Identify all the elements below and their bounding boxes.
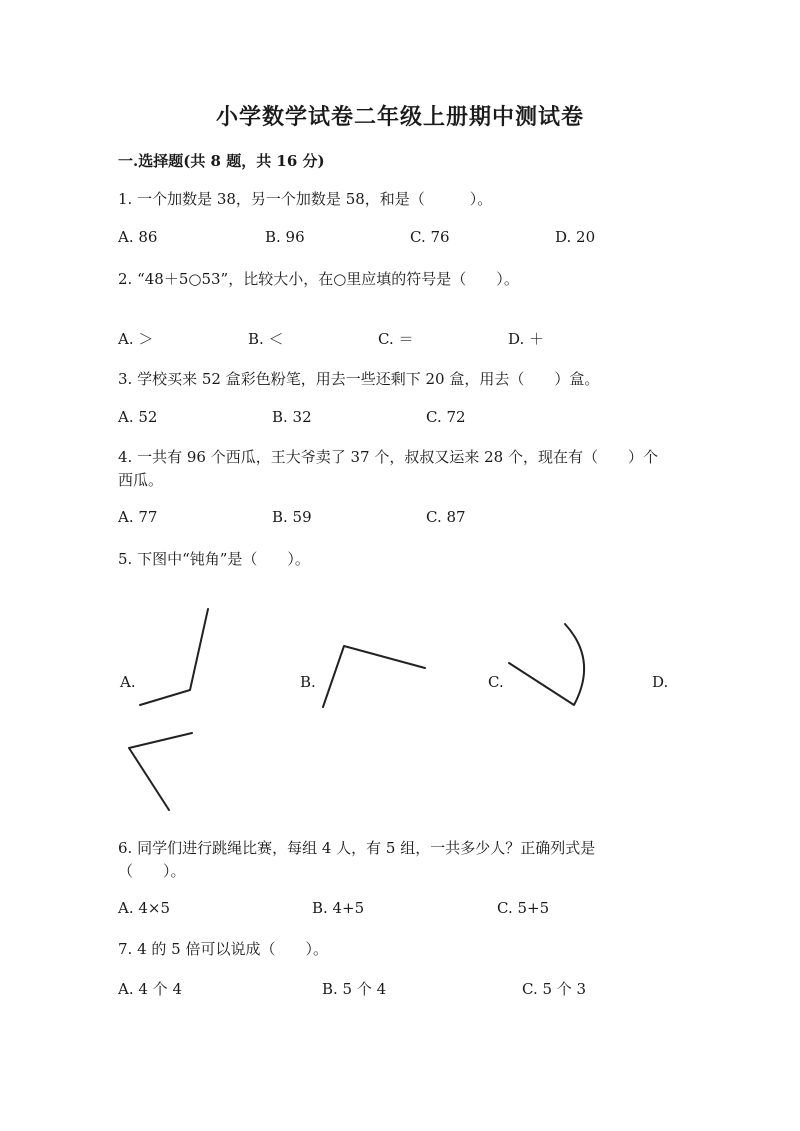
angle-figure-d [129, 733, 192, 810]
q2-option-b: B. ＜ [248, 330, 284, 348]
q4-option-a: A. 77 [118, 508, 158, 526]
q5-option-c: C. [488, 673, 504, 691]
q1-option-a: A. 86 [118, 228, 158, 246]
q5-option-d: D. [652, 673, 669, 691]
q1-option-b: B. 96 [265, 228, 305, 246]
q7-option-b: B. 5 个 4 [322, 980, 387, 998]
q6-option-c: C. 5+5 [497, 899, 550, 917]
q4-option-c: C. 87 [426, 508, 466, 526]
question-3: 3. 学校买来 52 盒彩色粉笔，用去一些还剩下 20 盒，用去（ ）盒。 [118, 370, 600, 388]
question-5: 5. 下图中“钝角”是（ ）。 [118, 550, 310, 568]
q2-option-a: A. ＞ [118, 330, 154, 348]
q6-option-a: A. 4×5 [118, 899, 171, 917]
q3-option-c: C. 72 [426, 408, 466, 426]
question-4: 4. 一共有 96 个西瓜，王大爷卖了 37 个，叔叔又运来 28 个，现在有（ ）个 [118, 448, 658, 466]
q3-option-b: B. 32 [272, 408, 312, 426]
q6-option-b: B. 4+5 [312, 899, 365, 917]
q7-option-c: C. 5 个 3 [522, 980, 587, 998]
angle-figure-b [323, 646, 425, 707]
q5-option-b: B. [300, 673, 316, 691]
q2-option-c: C. ＝ [378, 330, 414, 348]
q1-option-c: C. 76 [410, 228, 450, 246]
q2-option-d: D. ＋ [508, 330, 545, 348]
q1-option-d: D. 20 [555, 228, 596, 246]
angle-figure-a [140, 609, 208, 705]
q5-option-a: A. [120, 673, 136, 691]
question-2: 2. “48＋5○53”，比较大小，在○里应填的符号是（ ）。 [118, 270, 519, 288]
question-6: 6. 同学们进行跳绳比赛，每组 4 人，有 5 组，一共多少人？正确列式是 [118, 839, 596, 857]
section-heading-multiple-choice: 一.选择题(共 8 题，共 16 分) [118, 152, 325, 170]
question-7: 7. 4 的 5 倍可以说成（ ）。 [118, 940, 328, 958]
angle-figure-c [509, 624, 584, 705]
page-title: 小学数学试卷二年级上册期中测试卷 [215, 104, 584, 130]
question-4-line-2: 西瓜。 [118, 471, 164, 489]
q7-option-a: A. 4 个 4 [118, 980, 182, 998]
q4-option-b: B. 59 [272, 508, 312, 526]
q3-option-a: A. 52 [118, 408, 158, 426]
question-1: 1. 一个加数是 38，另一个加数是 58，和是（ ）。 [118, 190, 493, 208]
question-6-line-2: （ ）。 [118, 862, 186, 880]
